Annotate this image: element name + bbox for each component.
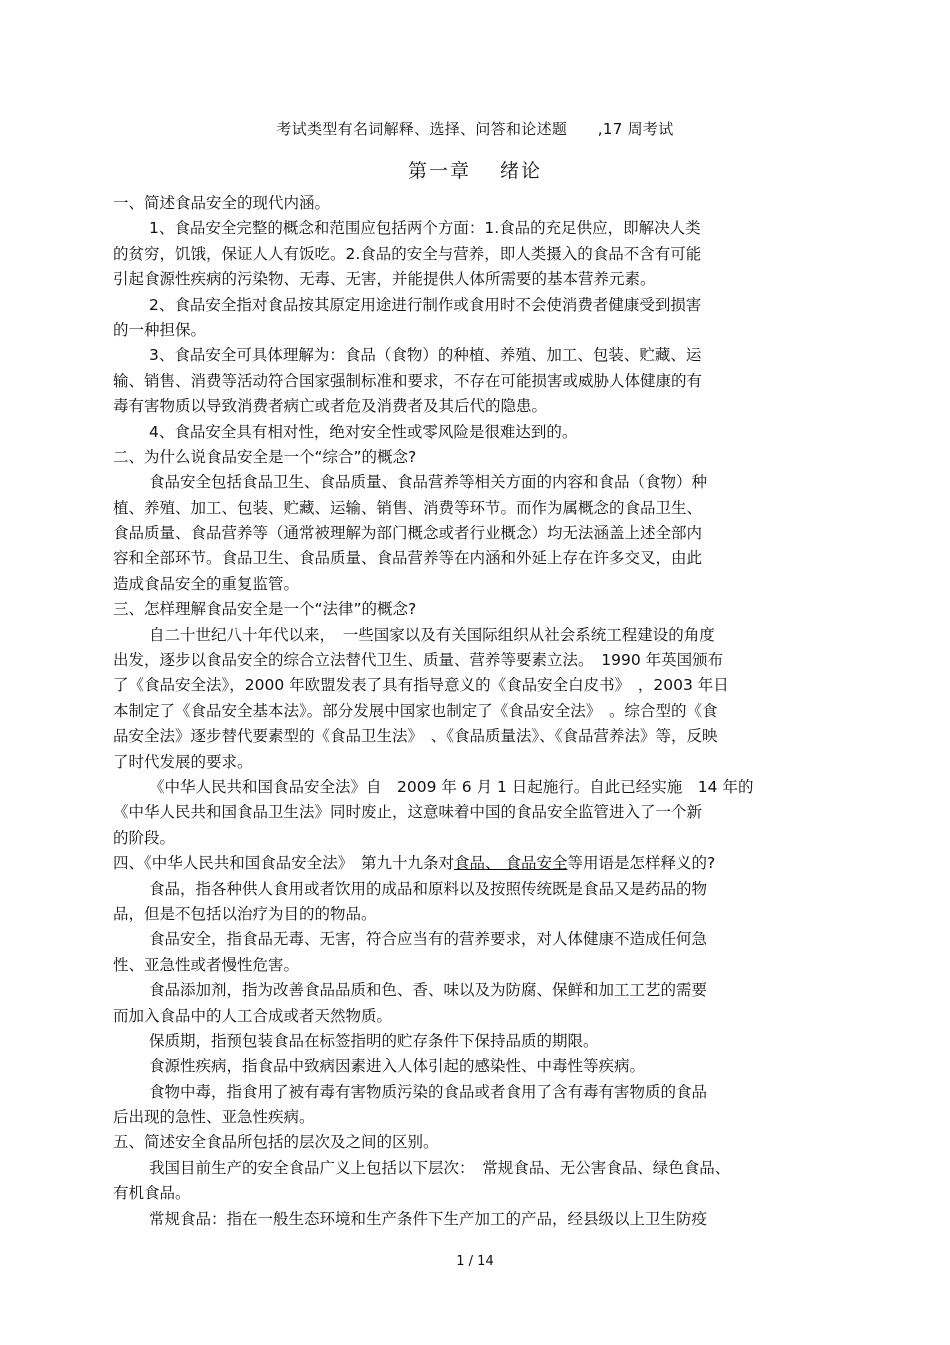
paragraph-line: 引起食源性疾病的污染物、无毒、无害，并能提供人体所需要的基本营养元素。 <box>113 270 656 289</box>
paragraph-line: 而加入食品中的人工合成或者天然物质。 <box>113 1006 393 1025</box>
document-body <box>113 191 841 1232</box>
chapter-title: 第一章 绪论 <box>407 160 543 182</box>
paragraph-line: 后出现的急性、亚急性疾病。 <box>113 1108 315 1127</box>
section-heading-1: 一、简述食品安全的现代内涵。 <box>113 194 331 212</box>
page-number: 1 / 14 <box>456 1254 494 1269</box>
paragraph-line: 4、食品安全具有相对性，绝对安全性或零风险是很难达到的。 <box>149 422 578 441</box>
paragraph-line: 了时代发展的要求。 <box>113 752 253 771</box>
paragraph-line: 输、销售、消费等活动符合国家强制标准和要求，不存在可能损害或威胁人体健康的有 <box>113 371 703 390</box>
section-heading-5: 五、简述安全食品所包括的层次及之间的区别。 <box>113 1133 439 1152</box>
paragraph-line: 了《食品安全法》，2000 年欧盟发表了具有指导意义的《食品安全白皮书》 ，2003 年日 <box>113 676 729 695</box>
section-heading-4 <box>113 851 841 876</box>
paragraph-line: 造成食品安全的重复监管。 <box>113 574 300 593</box>
paragraph-line: 自二十世纪八十年代以来， 一些国家以及有关国际组织从社会系统工程建设的角度 <box>149 625 715 644</box>
paragraph-line: 的阶段。 <box>113 828 176 847</box>
paragraph-line: 品安全法》逐步替代要素型的《食品卫生法》 、《食品质量法》、《食品营养法》等，反映 <box>113 727 718 746</box>
heading-4-suffix: 等用语是怎样释义的? <box>567 854 716 873</box>
paragraph-line: 食源性疾病，指食品中致病因素进入人体引起的感染性、中毒性等疾病。 <box>149 1057 646 1076</box>
section-heading-3: 三、怎样理解食品安全是一个“法律”的概念? <box>113 600 417 619</box>
paragraph-line: 食物中毒，指食用了被有毒有害物质污染的食品或者食用了含有毒有害物质的食品 <box>149 1082 708 1101</box>
paragraph-line: 食品，指各种供人食用或者饮用的成品和原料以及按照传统既是食品又是药品的物 <box>149 879 708 898</box>
paragraph-line: 3、食品安全可具体理解为：食品（食物）的种植、养殖、加工、包装、贮藏、运 <box>149 346 702 365</box>
paragraph-line: 的一种担保。 <box>113 320 207 339</box>
paragraph-line: 有机食品。 <box>113 1184 191 1203</box>
paragraph-line: 品，但是不包括以治疗为目的的物品。 <box>113 904 377 923</box>
paragraph-line: 常规食品：指在一般生态环境和生产条件下生产加工的产品，经县级以上卫生防疫 <box>149 1209 708 1228</box>
paragraph-line: 食品质量、食品营养等（通常被理解为部门概念或者行业概念）均无法涵盖上述全部内 <box>113 524 703 543</box>
paragraph-line: 食品安全，指食品无毒、无害，符合应当有的营养要求，对人体健康不造成任何急 <box>149 930 708 949</box>
paragraph-line: 本制定了《食品安全基本法》。部分发展中国家也制定了《食品安全法》 。综合型的《食 <box>113 701 718 720</box>
paragraph-line: 《中华人民共和国食品安全法》自 2009 年 6 月 1 日起施行。自此已经实施 14 年的 <box>149 777 754 796</box>
paragraph-line: 的贫穷，饥饿，保证人人有饭吃。2.食品的安全与营养，即人类摄入的食品不含有可能 <box>113 244 702 263</box>
paragraph-line: 1、食品安全完整的概念和范围应包括两个方面：1.食品的充足供应，即解决人类 <box>149 219 701 238</box>
heading-4-prefix: 四、《中华人民共和国食品安全法》 第九十九条对 <box>113 854 455 873</box>
paragraph-line: 食品安全包括食品卫生、食品质量、食品营养等相关方面的内容和食品（食物）种 <box>149 473 708 492</box>
paragraph-line: 植、养殖、加工、包装、贮藏、运输、销售、消费等环节。而作为属概念的食品卫生、 <box>113 498 703 517</box>
paragraph-line: 性、亚急性或者慢性危害。 <box>113 955 300 974</box>
page-header: 考试类型有名词解释、选择、问答和论述题 ,17 周考试 <box>276 120 674 138</box>
paragraph-line: 《中华人民共和国食品卫生法》同时废止，这意味着中国的食品安全监管进入了一个新 <box>113 803 703 822</box>
paragraph-line: 我国目前生产的安全食品广义上包括以下层次： 常规食品、无公害食品、绿色食品、 <box>149 1158 731 1177</box>
section-heading-2: 二、为什么说食品安全是一个“综合”的概念? <box>113 447 417 466</box>
paragraph-line: 保质期，指预包装食品在标签指明的贮存条件下保持品质的期限。 <box>149 1031 599 1050</box>
paragraph-line: 毒有害物质以导致消费者病亡或者危及消费者及其后代的隐患。 <box>113 397 548 416</box>
paragraph-line: 出发，逐步以食品安全的综合立法替代卫生、质量、营养等要素立法。 1990 年英国颁布 <box>113 651 724 670</box>
paragraph-line: 食品添加剂，指为改善食品品质和色、香、味以及为防腐、保鲜和加工工艺的需要 <box>149 981 708 1000</box>
heading-4-underlined-terms: 食品、 食品安全 <box>454 854 568 873</box>
paragraph-line: 2、食品安全指对食品按其原定用途进行制作或食用时不会使消费者健康受到损害 <box>149 295 702 314</box>
paragraph-line: 容和全部环节。食品卫生、食品质量、食品营养等在内涵和外延上存在许多交叉，由此 <box>113 549 703 568</box>
